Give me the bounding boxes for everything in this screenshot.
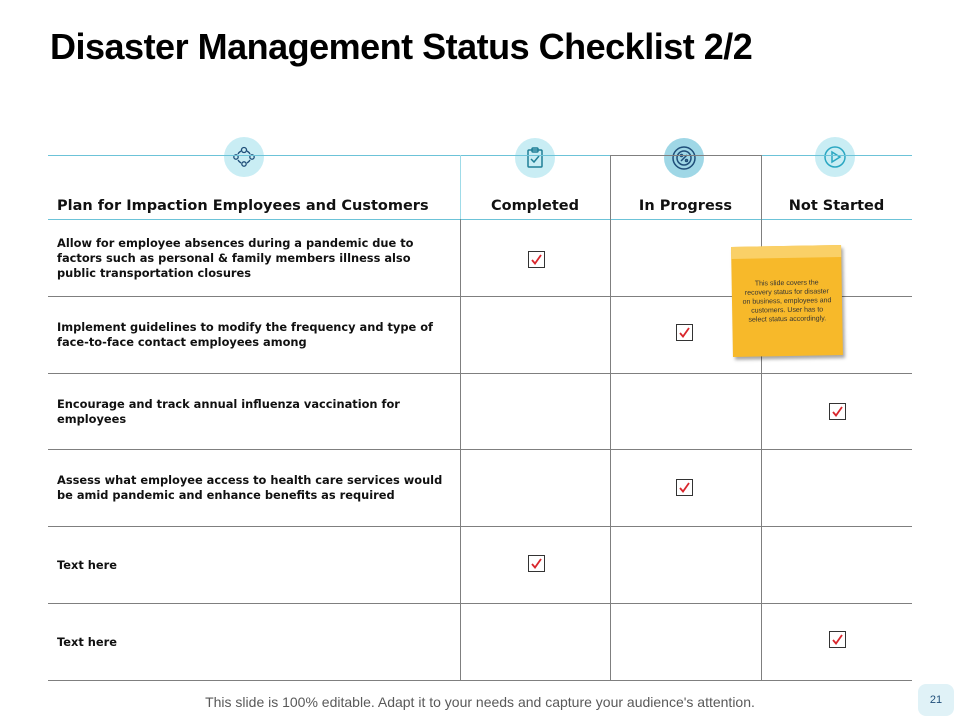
table-top-border-not-started	[761, 155, 912, 156]
table-row-text: Assess what employee access to health care services would be amid pandemic and enhance benefits as required	[57, 473, 443, 502]
table-row-text: Encourage and track annual influenza vaccination for employees	[57, 396, 400, 426]
clipboard-check-icon	[515, 138, 555, 178]
column-header-not-started: Not Started	[788, 198, 885, 214]
status-checkbox-in-progress[interactable]	[676, 324, 693, 341]
table-row-text: Allow for employee absences during a pandemic due to factors such as personal & family members illness also public transportation closures	[57, 235, 414, 280]
table-top-border-in-progress	[610, 155, 761, 156]
status-checkbox-completed[interactable]	[528, 555, 545, 572]
people-network-icon	[224, 137, 264, 177]
status-checkbox-not-started[interactable]	[829, 631, 846, 648]
table-top-border-plan	[48, 155, 460, 156]
status-checkbox-in-progress[interactable]	[676, 479, 693, 496]
column-header-in-progress: In Progress	[638, 198, 733, 214]
check-icon	[678, 326, 691, 339]
check-icon	[831, 405, 844, 418]
play-circle-icon	[815, 137, 855, 177]
status-checkbox-not-started[interactable]	[829, 403, 846, 420]
table-top-border-completed	[460, 155, 610, 156]
check-icon	[530, 253, 543, 266]
status-checkbox-completed[interactable]	[528, 251, 545, 268]
table-row-text: Text here	[57, 634, 117, 649]
page-number: 21	[918, 684, 954, 716]
check-icon	[831, 633, 844, 646]
table-row-text: Implement guidelines to modify the frequency and type of face-to-face contact employees among	[57, 320, 433, 349]
slide-title: Disaster Management Status Checklist 2/2	[50, 26, 753, 67]
table-bottom-border	[48, 680, 912, 681]
sticky-note-text: This slide covers the recovery status for disaster on business, employees and customers. User has to select status accordingly.	[742, 278, 832, 324]
column-divider	[460, 219, 461, 680]
check-icon	[530, 557, 543, 570]
check-icon	[678, 481, 691, 494]
dial-percent-icon	[664, 138, 704, 178]
column-header-plan: Plan for Impaction Employees and Customers	[57, 198, 429, 214]
column-divider	[610, 155, 611, 680]
footer-text: This slide is 100% editable. Adapt it to your needs and capture your audience's attention.	[205, 694, 755, 710]
sticky-note	[731, 245, 843, 357]
column-divider	[761, 155, 762, 680]
table-row-text: Text here	[57, 557, 117, 572]
column-header-completed: Completed	[490, 198, 580, 214]
